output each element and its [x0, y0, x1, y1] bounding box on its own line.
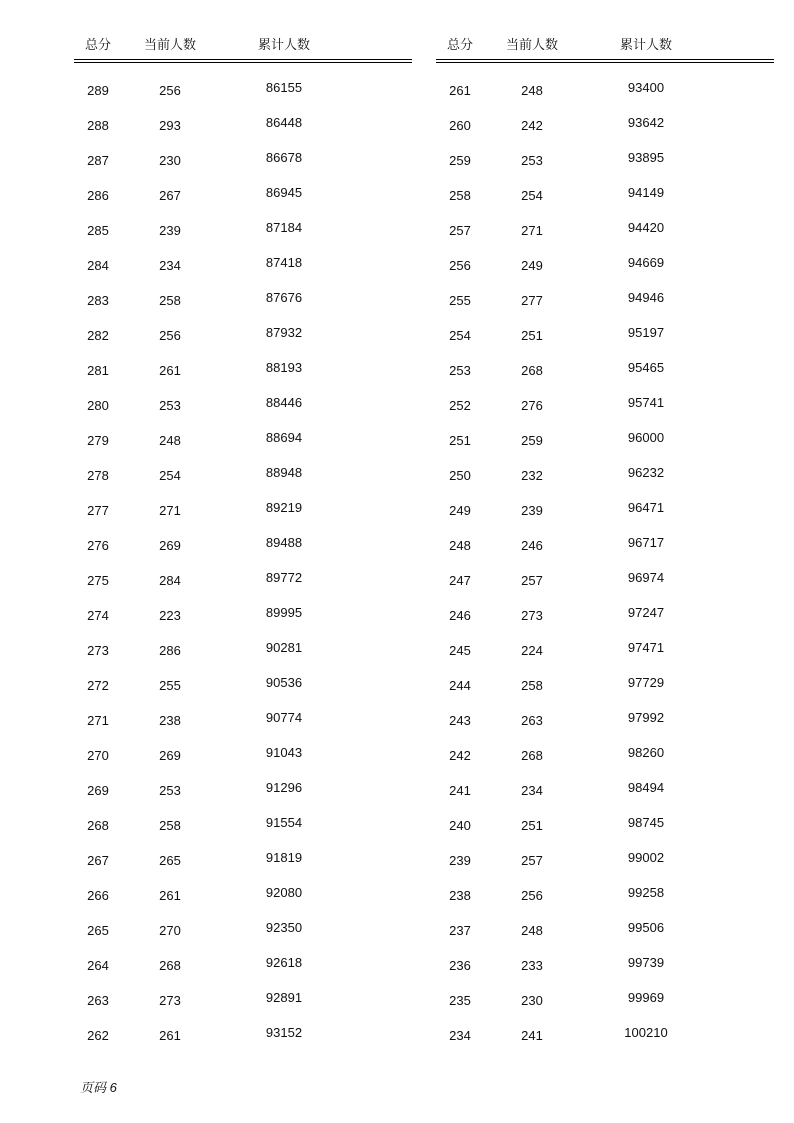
table-header	[74, 28, 412, 56]
header-score: 总分	[84, 37, 112, 52]
cumulative-count-cell: 95741	[627, 395, 665, 410]
cumulative-count-cell: 91043	[265, 745, 303, 760]
cumulative-count-cell: 92080	[265, 885, 303, 900]
score-cell: 234	[449, 1028, 471, 1043]
score-cell: 254	[449, 328, 471, 343]
cumulative-count-cell: 99739	[627, 955, 665, 970]
table-row	[436, 284, 774, 319]
table-row	[74, 109, 412, 144]
cumulative-count-cell: 97247	[627, 605, 665, 620]
current-count-cell: 270	[159, 923, 181, 938]
current-count-cell: 261	[159, 363, 181, 378]
table-row	[436, 389, 774, 424]
score-cell: 283	[87, 293, 109, 308]
table-row	[74, 984, 412, 1019]
table-row	[436, 669, 774, 704]
cumulative-count-cell: 93400	[627, 80, 665, 95]
table-row	[74, 739, 412, 774]
score-cell: 270	[87, 748, 109, 763]
score-cell: 282	[87, 328, 109, 343]
score-cell: 273	[87, 643, 109, 658]
current-count-cell: 248	[521, 83, 543, 98]
table-row	[436, 809, 774, 844]
score-cell: 243	[449, 713, 471, 728]
current-count-cell: 239	[521, 503, 543, 518]
current-count-cell: 257	[521, 853, 543, 868]
table-row	[74, 1019, 412, 1054]
table-row	[436, 774, 774, 809]
score-cell: 255	[449, 293, 471, 308]
score-cell: 284	[87, 258, 109, 273]
table-row	[436, 844, 774, 879]
current-count-cell: 256	[521, 888, 543, 903]
cumulative-count-cell: 99969	[627, 990, 665, 1005]
table-row	[74, 844, 412, 879]
cumulative-count-cell: 99002	[627, 850, 665, 865]
cumulative-count-cell: 98745	[627, 815, 665, 830]
cumulative-count-cell: 95197	[627, 325, 665, 340]
cumulative-count-cell: 94946	[627, 290, 665, 305]
table-row	[436, 529, 774, 564]
current-count-cell: 268	[521, 363, 543, 378]
header-current-count: 当前人数	[505, 37, 559, 52]
current-count-cell: 258	[521, 678, 543, 693]
score-cell: 285	[87, 223, 109, 238]
cumulative-count-cell: 93642	[627, 115, 665, 130]
table-row	[74, 634, 412, 669]
cumulative-count-cell: 95465	[627, 360, 665, 375]
table-row	[436, 144, 774, 179]
table-row	[74, 529, 412, 564]
cumulative-count-cell: 91296	[265, 780, 303, 795]
cumulative-count-cell: 94149	[627, 185, 665, 200]
cumulative-count-cell: 89772	[265, 570, 303, 585]
current-count-cell: 268	[521, 748, 543, 763]
current-count-cell: 273	[159, 993, 181, 1008]
cumulative-count-cell: 93895	[627, 150, 665, 165]
cumulative-count-cell: 96000	[627, 430, 665, 445]
table-row	[436, 879, 774, 914]
current-count-cell: 258	[159, 818, 181, 833]
table-row	[74, 424, 412, 459]
current-count-cell: 230	[521, 993, 543, 1008]
current-count-cell: 248	[159, 433, 181, 448]
cumulative-count-cell: 100210	[624, 1025, 668, 1040]
score-cell: 279	[87, 433, 109, 448]
current-count-cell: 248	[521, 923, 543, 938]
table-row	[74, 284, 412, 319]
cumulative-count-cell: 90774	[265, 710, 303, 725]
score-cell: 262	[87, 1028, 109, 1043]
cumulative-count-cell: 86155	[265, 80, 303, 95]
current-count-cell: 257	[521, 573, 543, 588]
score-cell: 242	[449, 748, 471, 763]
score-cell: 257	[449, 223, 471, 238]
current-count-cell: 293	[159, 118, 181, 133]
cumulative-count-cell: 98260	[627, 745, 665, 760]
table-row	[436, 949, 774, 984]
current-count-cell: 277	[521, 293, 543, 308]
cumulative-count-cell: 87418	[265, 255, 303, 270]
cumulative-count-cell: 86448	[265, 115, 303, 130]
table-row	[436, 109, 774, 144]
current-count-cell: 249	[521, 258, 543, 273]
current-count-cell: 261	[159, 1028, 181, 1043]
cumulative-count-cell: 97471	[627, 640, 665, 655]
score-cell: 277	[87, 503, 109, 518]
table-row	[74, 144, 412, 179]
table-row	[436, 599, 774, 634]
current-count-cell: 267	[159, 188, 181, 203]
cumulative-count-cell: 96232	[627, 465, 665, 480]
current-count-cell: 263	[521, 713, 543, 728]
cumulative-count-cell: 89488	[265, 535, 303, 550]
score-cell: 259	[449, 153, 471, 168]
current-count-cell: 276	[521, 398, 543, 413]
table-row	[74, 459, 412, 494]
score-cell: 251	[449, 433, 471, 448]
table-row	[436, 564, 774, 599]
table-row	[436, 74, 774, 109]
table-row	[74, 354, 412, 389]
score-cell: 267	[87, 853, 109, 868]
score-cell: 248	[449, 538, 471, 553]
score-cell: 260	[449, 118, 471, 133]
cumulative-count-cell: 92618	[265, 955, 303, 970]
table-row	[74, 214, 412, 249]
table-row	[74, 494, 412, 529]
table-body	[74, 74, 412, 1054]
score-cell: 236	[449, 958, 471, 973]
header-double-rule	[436, 59, 774, 63]
score-cell: 263	[87, 993, 109, 1008]
cumulative-count-cell: 89219	[265, 500, 303, 515]
current-count-cell: 258	[159, 293, 181, 308]
score-cell: 238	[449, 888, 471, 903]
current-count-cell: 271	[159, 503, 181, 518]
cumulative-count-cell: 87932	[265, 325, 303, 340]
cumulative-count-cell: 88446	[265, 395, 303, 410]
score-cell: 246	[449, 608, 471, 623]
current-count-cell: 242	[521, 118, 543, 133]
cumulative-count-cell: 88948	[265, 465, 303, 480]
table-row	[436, 319, 774, 354]
score-cell: 265	[87, 923, 109, 938]
table-row	[436, 1019, 774, 1054]
table-row	[74, 774, 412, 809]
cumulative-count-cell: 96471	[627, 500, 665, 515]
table-row	[436, 494, 774, 529]
score-cell: 278	[87, 468, 109, 483]
cumulative-count-cell: 94669	[627, 255, 665, 270]
cumulative-count-cell: 98494	[627, 780, 665, 795]
score-cell: 235	[449, 993, 471, 1008]
current-count-cell: 254	[159, 468, 181, 483]
left-score-table	[74, 28, 412, 1054]
current-count-cell: 265	[159, 853, 181, 868]
score-cell: 281	[87, 363, 109, 378]
current-count-cell: 269	[159, 748, 181, 763]
right-score-table	[436, 28, 774, 1054]
score-cell: 258	[449, 188, 471, 203]
score-cell: 250	[449, 468, 471, 483]
current-count-cell: 273	[521, 608, 543, 623]
current-count-cell: 234	[159, 258, 181, 273]
current-count-cell: 241	[521, 1028, 543, 1043]
table-row	[436, 249, 774, 284]
score-cell: 275	[87, 573, 109, 588]
current-count-cell: 233	[521, 958, 543, 973]
score-cell: 261	[449, 83, 471, 98]
current-count-cell: 253	[521, 153, 543, 168]
header-score: 总分	[446, 37, 474, 52]
table-body	[436, 74, 774, 1054]
current-count-cell: 251	[521, 818, 543, 833]
table-row	[74, 809, 412, 844]
current-count-cell: 269	[159, 538, 181, 553]
current-count-cell: 256	[159, 83, 181, 98]
table-row	[74, 949, 412, 984]
table-row	[74, 599, 412, 634]
current-count-cell: 234	[521, 783, 543, 798]
current-count-cell: 253	[159, 783, 181, 798]
current-count-cell: 286	[159, 643, 181, 658]
score-cell: 239	[449, 853, 471, 868]
table-row	[74, 564, 412, 599]
score-cell: 272	[87, 678, 109, 693]
cumulative-count-cell: 92350	[265, 920, 303, 935]
table-row	[74, 914, 412, 949]
score-cell: 252	[449, 398, 471, 413]
current-count-cell: 284	[159, 573, 181, 588]
table-row	[436, 634, 774, 669]
cumulative-count-cell: 88694	[265, 430, 303, 445]
score-cell: 268	[87, 818, 109, 833]
score-cell: 256	[449, 258, 471, 273]
table-row	[74, 669, 412, 704]
cumulative-count-cell: 91554	[265, 815, 303, 830]
cumulative-count-cell: 94420	[627, 220, 665, 235]
table-row	[74, 319, 412, 354]
cumulative-count-cell: 90536	[265, 675, 303, 690]
score-cell: 276	[87, 538, 109, 553]
table-row	[74, 389, 412, 424]
score-cell: 247	[449, 573, 471, 588]
table-row	[74, 179, 412, 214]
score-cell: 280	[87, 398, 109, 413]
cumulative-count-cell: 91819	[265, 850, 303, 865]
current-count-cell: 239	[159, 223, 181, 238]
table-row	[436, 354, 774, 389]
header-double-rule	[74, 59, 412, 63]
score-cell: 271	[87, 713, 109, 728]
score-cell: 253	[449, 363, 471, 378]
current-count-cell: 271	[521, 223, 543, 238]
header-current-count: 当前人数	[143, 37, 197, 52]
table-row	[74, 74, 412, 109]
cumulative-count-cell: 97992	[627, 710, 665, 725]
score-cell: 249	[449, 503, 471, 518]
cumulative-count-cell: 96717	[627, 535, 665, 550]
cumulative-count-cell: 99258	[627, 885, 665, 900]
score-cell: 237	[449, 923, 471, 938]
current-count-cell: 256	[159, 328, 181, 343]
current-count-cell: 246	[521, 538, 543, 553]
table-row	[436, 424, 774, 459]
header-cumulative-count: 累计人数	[619, 37, 673, 52]
table-row	[436, 214, 774, 249]
page-number: 页码 6	[80, 1080, 117, 1095]
score-cell: 288	[87, 118, 109, 133]
current-count-cell: 255	[159, 678, 181, 693]
cumulative-count-cell: 89995	[265, 605, 303, 620]
table-row	[436, 739, 774, 774]
current-count-cell: 238	[159, 713, 181, 728]
table-row	[74, 879, 412, 914]
table-row	[74, 249, 412, 284]
score-cell: 241	[449, 783, 471, 798]
cumulative-count-cell: 96974	[627, 570, 665, 585]
score-cell: 286	[87, 188, 109, 203]
table-row	[436, 459, 774, 494]
table-row	[436, 914, 774, 949]
current-count-cell: 254	[521, 188, 543, 203]
cumulative-count-cell: 88193	[265, 360, 303, 375]
current-count-cell: 251	[521, 328, 543, 343]
cumulative-count-cell: 92891	[265, 990, 303, 1005]
score-cell: 264	[87, 958, 109, 973]
cumulative-count-cell: 99506	[627, 920, 665, 935]
score-cell: 240	[449, 818, 471, 833]
score-cell: 266	[87, 888, 109, 903]
cumulative-count-cell: 86945	[265, 185, 303, 200]
score-cell: 269	[87, 783, 109, 798]
current-count-cell: 230	[159, 153, 181, 168]
cumulative-count-cell: 86678	[265, 150, 303, 165]
table-row	[436, 179, 774, 214]
cumulative-count-cell: 93152	[265, 1025, 303, 1040]
score-cell: 289	[87, 83, 109, 98]
score-cell: 274	[87, 608, 109, 623]
score-cell: 245	[449, 643, 471, 658]
current-count-cell: 261	[159, 888, 181, 903]
cumulative-count-cell: 90281	[265, 640, 303, 655]
current-count-cell: 223	[159, 608, 181, 623]
table-header	[436, 28, 774, 56]
current-count-cell: 232	[521, 468, 543, 483]
table-row	[74, 704, 412, 739]
current-count-cell: 253	[159, 398, 181, 413]
score-cell: 287	[87, 153, 109, 168]
cumulative-count-cell: 87676	[265, 290, 303, 305]
current-count-cell: 259	[521, 433, 543, 448]
table-row	[436, 984, 774, 1019]
current-count-cell: 224	[521, 643, 543, 658]
current-count-cell: 268	[159, 958, 181, 973]
table-row	[436, 704, 774, 739]
cumulative-count-cell: 87184	[265, 220, 303, 235]
score-cell: 244	[449, 678, 471, 693]
cumulative-count-cell: 97729	[627, 675, 665, 690]
header-cumulative-count: 累计人数	[257, 37, 311, 52]
